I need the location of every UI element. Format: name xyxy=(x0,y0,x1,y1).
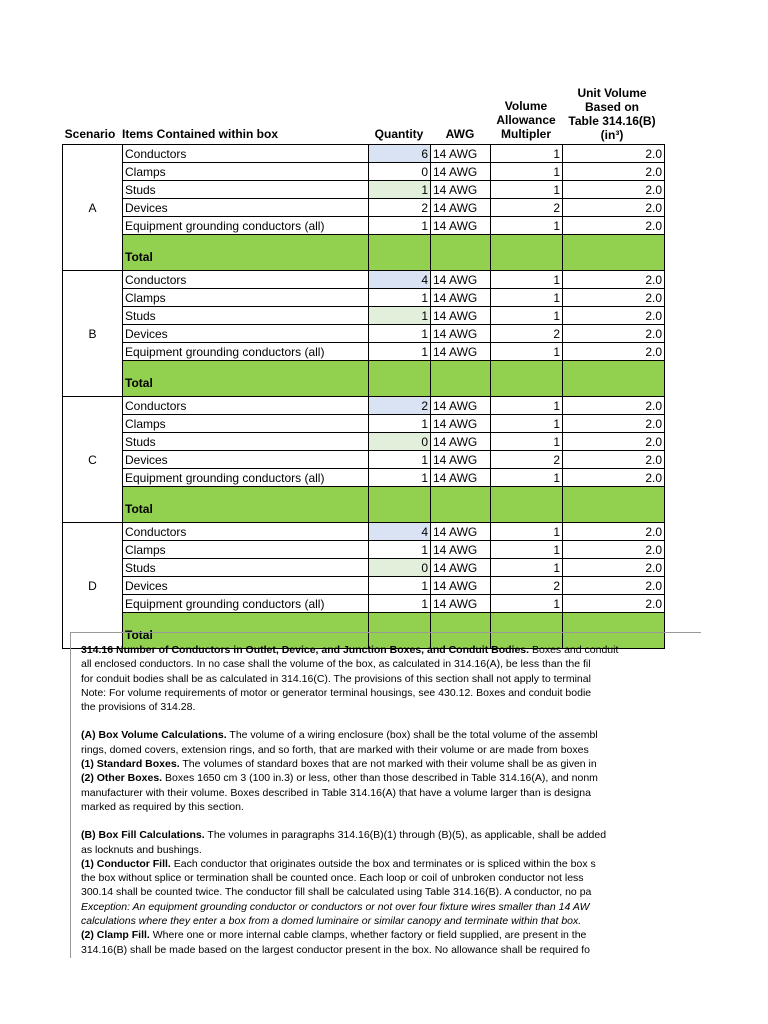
ref-line: rings, domed covers, extension rings, and so forth, that are marked with their volume or are made from boxes xyxy=(81,743,589,756)
ref-line: manufacturer with their volume. Boxes described in Table 314.16(A) that have a volume larger than is designa xyxy=(81,786,591,799)
total-cell xyxy=(491,361,563,397)
quantity-cell[interactable]: 1 xyxy=(369,415,431,433)
unit-volume-cell: 2.0 xyxy=(563,523,665,541)
ref-text: The volume of a wiring enclosure (box) shall be the total volume of the assembl xyxy=(226,729,598,742)
total-cell xyxy=(491,487,563,523)
ref-line: the provisions of 314.28. xyxy=(81,701,196,714)
table-row xyxy=(63,145,665,163)
header-items: Items Contained within box xyxy=(122,127,279,141)
multiplier-cell: 1 xyxy=(491,307,563,325)
total-row xyxy=(63,361,665,397)
multiplier-cell: 1 xyxy=(491,595,563,613)
item-cell: Clamps xyxy=(123,289,369,307)
header-awg: AWG xyxy=(445,127,475,141)
quantity-cell[interactable]: 2 xyxy=(369,397,431,415)
ref-text: Boxes 1650 cm 3 (100 in.3) or less, other than those described in Table 314.16(A), and nonm xyxy=(162,772,598,785)
total-cell xyxy=(431,235,491,271)
item-cell: Equipment grounding conductors (all) xyxy=(123,469,369,487)
awg-cell: 14 AWG xyxy=(431,199,491,217)
ref-line: the box without splice or termination shall be counted once. Each loop or coil of unbroken conductor not less xyxy=(81,872,584,885)
header-unit-line3: Table 314.16(B) xyxy=(568,114,656,128)
awg-cell: 14 AWG xyxy=(431,325,491,343)
quantity-cell[interactable]: 1 xyxy=(369,541,431,559)
total-cell xyxy=(369,235,431,271)
multiplier-cell: 1 xyxy=(491,559,563,577)
quantity-cell[interactable]: 4 xyxy=(369,271,431,289)
unit-volume-cell: 2.0 xyxy=(563,577,665,595)
unit-volume-cell: 2.0 xyxy=(563,271,665,289)
item-cell: Clamps xyxy=(123,541,369,559)
multiplier-cell: 1 xyxy=(491,217,563,235)
multiplier-cell: 1 xyxy=(491,397,563,415)
nec-reference-text xyxy=(70,632,701,958)
header-volume-line3: Multipler xyxy=(501,127,551,141)
table-row xyxy=(63,343,665,361)
ref-line xyxy=(81,728,701,742)
ref-exception: calculations where they enter a box from a domed luminaire or similar canopy and terminate within that box. xyxy=(81,915,582,928)
quantity-cell[interactable]: 1 xyxy=(369,343,431,361)
ref-line xyxy=(81,900,701,914)
table-row xyxy=(63,199,665,217)
quantity-cell[interactable]: 0 xyxy=(369,559,431,577)
ref-line: Note: For volume requirements of motor or generator terminal housings, see 430.12. Boxes and conduit bodie xyxy=(81,686,592,699)
multiplier-cell: 1 xyxy=(491,163,563,181)
item-cell: Devices xyxy=(123,199,369,217)
multiplier-cell: 1 xyxy=(491,145,563,163)
table-row xyxy=(63,181,665,199)
box-fill-table xyxy=(62,144,665,649)
item-cell: Equipment grounding conductors (all) xyxy=(123,217,369,235)
awg-cell: 14 AWG xyxy=(431,541,491,559)
total-cell xyxy=(431,487,491,523)
ref-a1-title: (1) Standard Boxes. xyxy=(81,758,180,771)
multiplier-cell: 1 xyxy=(491,289,563,307)
multiplier-cell: 2 xyxy=(491,577,563,595)
ref-a2-title: (2) Other Boxes. xyxy=(81,772,163,785)
table-row xyxy=(63,577,665,595)
unit-volume-cell: 2.0 xyxy=(563,289,665,307)
table-row xyxy=(63,397,665,415)
header-volume-line1: Volume xyxy=(504,99,548,113)
table-row xyxy=(63,541,665,559)
unit-volume-cell: 2.0 xyxy=(563,595,665,613)
item-cell: Clamps xyxy=(123,163,369,181)
ref-line: 314.16(B) shall be made based on the largest conductor present in the box. No allowance shall be required fo xyxy=(81,943,590,956)
quantity-cell[interactable]: 1 xyxy=(369,289,431,307)
unit-volume-cell: 2.0 xyxy=(563,181,665,199)
ref-line xyxy=(81,857,701,871)
item-cell: Devices xyxy=(123,325,369,343)
header-volume-allowance xyxy=(490,99,562,141)
item-cell: Studs xyxy=(123,307,369,325)
multiplier-cell: 1 xyxy=(491,271,563,289)
awg-cell: 14 AWG xyxy=(431,289,491,307)
unit-volume-cell: 2.0 xyxy=(563,343,665,361)
total-label: Total xyxy=(123,487,369,523)
item-cell: Devices xyxy=(123,577,369,595)
unit-volume-cell: 2.0 xyxy=(563,541,665,559)
item-cell: Conductors xyxy=(123,523,369,541)
awg-cell: 14 AWG xyxy=(431,217,491,235)
item-cell: Equipment grounding conductors (all) xyxy=(123,595,369,613)
table-row xyxy=(63,271,665,289)
ref-b1-title: (1) Conductor Fill. xyxy=(81,857,171,870)
scenario-label: D xyxy=(63,523,123,649)
item-cell: Clamps xyxy=(123,415,369,433)
multiplier-cell: 1 xyxy=(491,433,563,451)
ref-line xyxy=(81,643,701,657)
header-unit-volume xyxy=(562,86,662,142)
unit-volume-cell: 2.0 xyxy=(563,163,665,181)
header-quantity: Quantity xyxy=(374,127,424,141)
ref-line: for conduit bodies shall be as calculated in 314.16(C). The provisions of this section shall not apply to terminal xyxy=(81,672,591,685)
ref-line: marked as required by this section. xyxy=(81,800,244,813)
item-cell: Conductors xyxy=(123,397,369,415)
unit-volume-cell: 2.0 xyxy=(563,397,665,415)
quantity-cell[interactable]: 1 xyxy=(369,217,431,235)
awg-cell: 14 AWG xyxy=(431,595,491,613)
quantity-cell[interactable]: 0 xyxy=(369,163,431,181)
total-cell xyxy=(563,487,665,523)
awg-cell: 14 AWG xyxy=(431,343,491,361)
table-row xyxy=(63,163,665,181)
multiplier-cell: 2 xyxy=(491,199,563,217)
total-cell xyxy=(369,361,431,397)
item-cell: Studs xyxy=(123,181,369,199)
awg-cell: 14 AWG xyxy=(431,451,491,469)
ref-text: The volumes of standard boxes that are not marked with their volume shall be as given in xyxy=(179,758,597,771)
scenario-label: C xyxy=(63,397,123,523)
unit-volume-cell: 2.0 xyxy=(563,307,665,325)
awg-cell: 14 AWG xyxy=(431,523,491,541)
quantity-cell[interactable]: 1 xyxy=(369,181,431,199)
ref-section-title: 314.16 Number of Conductors in Outlet, Device, and Junction Boxes, and Conduit Bodies. xyxy=(81,644,530,656)
total-label: Total xyxy=(123,361,369,397)
total-label: Total xyxy=(123,235,369,271)
ref-text: Each conductor that originates outside the box and terminates or is spliced within the box s xyxy=(170,857,596,870)
multiplier-cell: 1 xyxy=(491,469,563,487)
ref-text: Where one or more internal cable clamps, whether factory or field supplied, are present in the xyxy=(149,929,587,942)
table-row xyxy=(63,595,665,613)
awg-cell: 14 AWG xyxy=(431,271,491,289)
ref-b2-title: (2) Clamp Fill. xyxy=(81,929,150,942)
ref-exception: Exception: An equipment grounding conductor or conductors or not over four fixture wires smaller than 14 AW xyxy=(81,900,590,913)
awg-cell: 14 AWG xyxy=(431,145,491,163)
ref-line xyxy=(81,928,701,942)
multiplier-cell: 1 xyxy=(491,181,563,199)
quantity-cell[interactable]: 1 xyxy=(369,325,431,343)
header-unit-line1: Unit Volume xyxy=(577,86,647,100)
item-cell: Studs xyxy=(123,559,369,577)
header-unit-line2: Based on xyxy=(584,100,639,114)
multiplier-cell: 1 xyxy=(491,541,563,559)
ref-line xyxy=(81,771,701,785)
table-row xyxy=(63,289,665,307)
unit-volume-cell: 2.0 xyxy=(563,415,665,433)
multiplier-cell: 1 xyxy=(491,343,563,361)
ref-a-title: (A) Box Volume Calculations. xyxy=(81,729,227,742)
table-row xyxy=(63,559,665,577)
awg-cell: 14 AWG xyxy=(431,415,491,433)
multiplier-cell: 2 xyxy=(491,325,563,343)
quantity-cell[interactable]: 1 xyxy=(369,307,431,325)
ref-b-title: (B) Box Fill Calculations. xyxy=(81,829,205,842)
total-cell xyxy=(491,235,563,271)
table-row xyxy=(63,415,665,433)
unit-volume-cell: 2.0 xyxy=(563,433,665,451)
item-cell: Conductors xyxy=(123,145,369,163)
total-row xyxy=(63,487,665,523)
scenario-label: A xyxy=(63,145,123,271)
table-row xyxy=(63,469,665,487)
ref-line xyxy=(81,757,701,771)
total-cell xyxy=(369,487,431,523)
ref-line xyxy=(81,828,701,842)
table-row xyxy=(63,325,665,343)
header-scenario: Scenario xyxy=(64,127,116,141)
unit-volume-cell: 2.0 xyxy=(563,451,665,469)
unit-volume-cell: 2.0 xyxy=(563,217,665,235)
quantity-cell[interactable]: 1 xyxy=(369,469,431,487)
awg-cell: 14 AWG xyxy=(431,433,491,451)
table-row xyxy=(63,307,665,325)
awg-cell: 14 AWG xyxy=(431,397,491,415)
ref-text: Boxes and conduit xyxy=(529,644,619,656)
item-cell: Studs xyxy=(123,433,369,451)
header-unit-line4: (in³) xyxy=(600,128,624,142)
total-row xyxy=(63,235,665,271)
ref-line: 300.14 shall be counted twice. The conductor fill shall be calculated using Table 314.16(B). A conductor, no pa xyxy=(81,886,592,899)
table-row xyxy=(63,433,665,451)
unit-volume-cell: 2.0 xyxy=(563,469,665,487)
total-cell xyxy=(431,361,491,397)
quantity-cell[interactable]: 2 xyxy=(369,199,431,217)
total-cell xyxy=(563,361,665,397)
quantity-cell[interactable]: 6 xyxy=(369,145,431,163)
quantity-cell[interactable]: 1 xyxy=(369,577,431,595)
ref-line: all enclosed conductors. In no case shall the volume of the box, as calculated in 314.16(A), be less than the fil xyxy=(81,658,591,671)
table-row xyxy=(63,451,665,469)
quantity-cell[interactable]: 1 xyxy=(369,451,431,469)
total-cell xyxy=(563,235,665,271)
item-cell: Conductors xyxy=(123,271,369,289)
multiplier-cell: 2 xyxy=(491,451,563,469)
item-cell: Equipment grounding conductors (all) xyxy=(123,343,369,361)
awg-cell: 14 AWG xyxy=(431,307,491,325)
ref-line: as locknuts and bushings. xyxy=(81,843,202,856)
scenario-label: B xyxy=(63,271,123,397)
awg-cell: 14 AWG xyxy=(431,163,491,181)
quantity-cell[interactable]: 4 xyxy=(369,523,431,541)
multiplier-cell: 1 xyxy=(491,415,563,433)
awg-cell: 14 AWG xyxy=(431,469,491,487)
awg-cell: 14 AWG xyxy=(431,577,491,595)
unit-volume-cell: 2.0 xyxy=(563,199,665,217)
item-cell: Devices xyxy=(123,451,369,469)
quantity-cell[interactable]: 1 xyxy=(369,595,431,613)
awg-cell: 14 AWG xyxy=(431,181,491,199)
table-row xyxy=(63,217,665,235)
awg-cell: 14 AWG xyxy=(431,559,491,577)
unit-volume-cell: 2.0 xyxy=(563,559,665,577)
table-row xyxy=(63,523,665,541)
header-volume-line2: Allowance xyxy=(496,113,556,127)
ref-text: The volumes in paragraphs 314.16(B)(1) through (B)(5), as applicable, shall be added xyxy=(204,829,607,842)
ref-line xyxy=(81,914,701,928)
quantity-cell[interactable]: 0 xyxy=(369,433,431,451)
unit-volume-cell: 2.0 xyxy=(563,145,665,163)
total-label: Total xyxy=(123,613,369,649)
unit-volume-cell: 2.0 xyxy=(563,325,665,343)
multiplier-cell: 1 xyxy=(491,523,563,541)
